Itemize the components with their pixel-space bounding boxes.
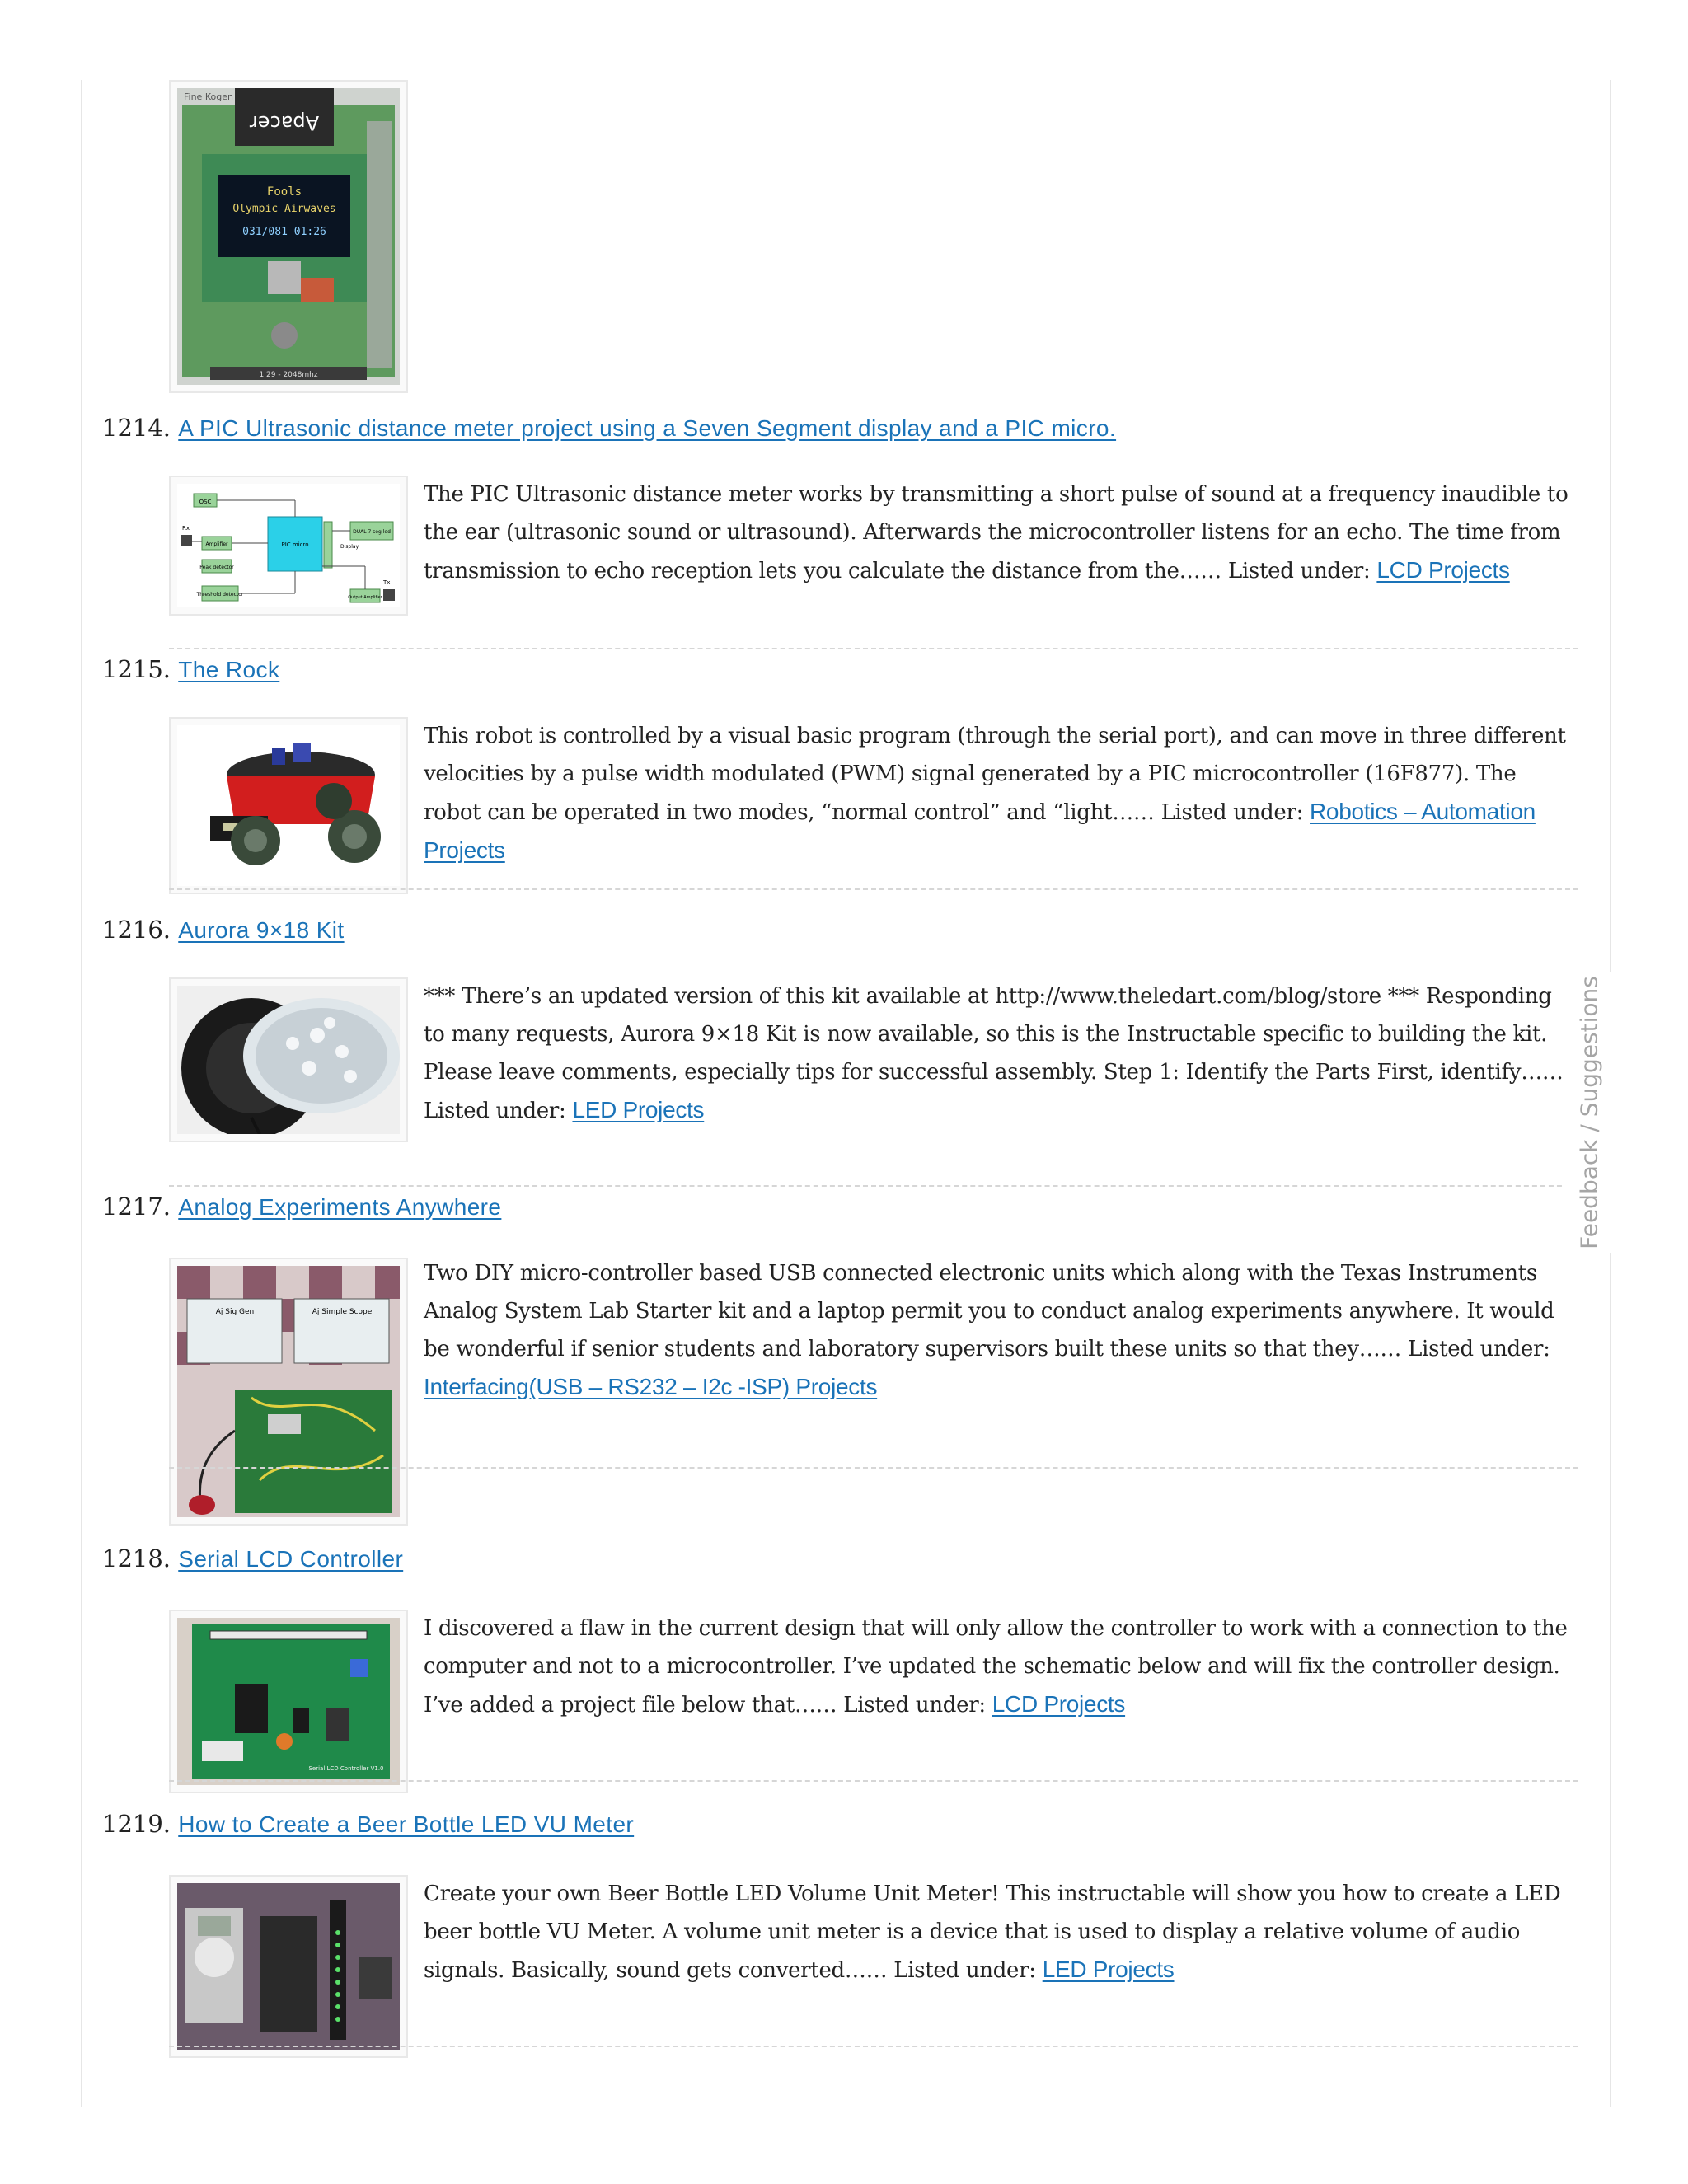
category-link[interactable]: LCD Projects <box>1376 557 1510 583</box>
category-link[interactable]: Robotics – Automation Projects <box>424 799 1536 863</box>
analog-units-thumbnail <box>177 1266 400 1517</box>
corner-text: Fine Kogen <box>184 91 233 102</box>
serial-lcd-thumbnail <box>177 1618 400 1785</box>
listing-1219-thumbnail[interactable] <box>169 1875 408 2058</box>
content-frame-left <box>81 80 82 2107</box>
listing-divider <box>169 1467 1578 1469</box>
listing-1214-heading <box>102 410 1116 446</box>
listing-title-link[interactable]: The Rock <box>178 657 280 682</box>
listing-1217-description: Two DIY micro-controller based USB connected electronic units which along with the Texas Instruments Analog System Lab Starter kit and a laptop permit you to conduct analog experiments anywhere. It would be wonderful if senior students and laboratory supervisors built these units so that they…… Listed under: Interfacing(USB – RS232 – I2c -ISP) Projects <box>424 1261 1554 1399</box>
listing-divider <box>169 888 1578 890</box>
listing-1219-heading <box>102 1806 634 1842</box>
svg-text:Tx: Tx <box>383 579 391 586</box>
svg-text:OSC: OSC <box>199 499 212 505</box>
category-link[interactable]: LED Projects <box>1042 1957 1175 1982</box>
category-link[interactable]: LED Projects <box>572 1097 705 1122</box>
listing-number: 1214. <box>102 414 171 442</box>
footer-text: 1.29 - 2048mhz <box>259 371 318 379</box>
svg-text:PIC micro: PIC micro <box>281 541 309 548</box>
listing-1217-thumbnail[interactable] <box>169 1258 408 1526</box>
svg-text:DUAL 7 seg led: DUAL 7 seg led <box>353 529 391 535</box>
listing-title-link[interactable]: A PIC Ultrasonic distance meter project using a Seven Segment display and a PIC micro. <box>178 415 1117 441</box>
listing-1218-heading <box>102 1540 403 1577</box>
category-link[interactable]: Interfacing(USB – RS232 – I2c -ISP) Projects <box>424 1374 878 1399</box>
svg-text:Output Amplifier: Output Amplifier <box>348 595 382 600</box>
listing-title-link[interactable]: How to Create a Beer Bottle LED VU Meter <box>178 1811 635 1837</box>
listing-divider <box>169 1780 1578 1782</box>
listing-title-link[interactable]: Aurora 9×18 Kit <box>178 917 345 943</box>
beer-bottle-vu-thumbnail <box>177 1883 400 2050</box>
listing-1214-thumbnail[interactable] <box>169 476 408 616</box>
category-link[interactable]: LCD Projects <box>992 1691 1126 1717</box>
svg-text:Amplifier: Amplifier <box>205 541 228 547</box>
svg-text:Display: Display <box>340 544 359 550</box>
screen-line-3: 031/081 01:26 <box>242 226 326 238</box>
listing-1214-description: The PIC Ultrasonic distance meter works by transmitting a short pulse of sound at a frequency inaudible to the ear (ultrasonic sound or ultrasound). Afterwards the microcontroller listens for an echo. The time from transmission to echo reception lets you calculate the distance from the…… Listed under: LCD Projects <box>424 482 1568 583</box>
led-kit-thumbnail <box>177 986 400 1134</box>
listing-1215-description: This robot is controlled by a visual basic program (through the serial port), and can move in three different velocities by a pulse width modulated (PWM) signal generated by a PIC microcontroller (16F877). The robot can be operated in two modes, “normal control” and “light…… Listed under: Robotics – Automation Projects <box>424 724 1566 863</box>
block-diagram-thumbnail <box>177 484 400 607</box>
listing-thumbnail-oled-player[interactable] <box>169 80 408 393</box>
listing-1215-thumbnail[interactable] <box>169 717 408 894</box>
svg-text:Aj Simple Scope: Aj Simple Scope <box>312 1308 373 1316</box>
listing-1218-description: I discovered a flaw in the current design that will only allow the controller to work with a connection to the computer and not to a microcontroller. I’ve updated the schematic below and will fix the controller design. I’ve added a project file below that…… Listed under: LCD Projects <box>424 1616 1568 1718</box>
oled-player-photo <box>177 88 400 385</box>
listing-title-link[interactable]: Analog Experiments Anywhere <box>178 1194 502 1220</box>
listing-number: 1217. <box>102 1193 171 1221</box>
feedback-suggestions-label[interactable]: Feedback / Suggestions <box>1575 976 1603 1249</box>
svg-text:Aj Sig Gen: Aj Sig Gen <box>215 1308 255 1316</box>
listing-divider <box>169 1185 1578 1187</box>
listing-number: 1215. <box>102 655 171 683</box>
listing-1216-thumbnail[interactable] <box>169 977 408 1142</box>
svg-text:Peak detector: Peak detector <box>199 565 234 570</box>
svg-text:Serial LCD Controller V1.0: Serial LCD Controller V1.0 <box>308 1765 384 1772</box>
svg-text:Threshold detector: Threshold detector <box>196 592 244 598</box>
listing-number: 1219. <box>102 1810 171 1838</box>
listing-1218-thumbnail[interactable] <box>169 1610 408 1793</box>
screen-line-1: Fools <box>266 185 302 199</box>
svg-text:Rx: Rx <box>182 525 190 532</box>
listing-1215-heading <box>102 651 279 687</box>
listing-divider <box>169 2046 1578 2047</box>
listing-1216-description: *** There’s an updated version of this kit available at http://www.theledart.com/blog/store *** Responding to many requests, Aurora 9×18 Kit is now available, so this is the Instructable specific to building the kit. Please leave comments, especially tips for successful assembly. Step 1: Identify the Parts First, identify…… Listed under: LED Projects <box>424 984 1564 1123</box>
listing-1216-heading <box>102 912 345 948</box>
robot-thumbnail <box>177 725 400 886</box>
listing-divider <box>169 648 1578 649</box>
listing-number: 1218. <box>102 1544 171 1572</box>
listing-number: 1216. <box>102 916 171 944</box>
listing-1219-description: Create your own Beer Bottle LED Volume Unit Meter! This instructable will show you how to create a LED beer bottle VU Meter. A volume unit meter is a device that is used to display a relative volume of audio signals. Basically, sound gets converted…… Listed under: LED Projects <box>424 1882 1561 1983</box>
brand-text: Apacer <box>249 111 320 134</box>
screen-line-2: Olympic Airwaves <box>232 203 336 215</box>
listing-title-link[interactable]: Serial LCD Controller <box>178 1546 404 1572</box>
listing-1217-heading <box>102 1188 501 1225</box>
